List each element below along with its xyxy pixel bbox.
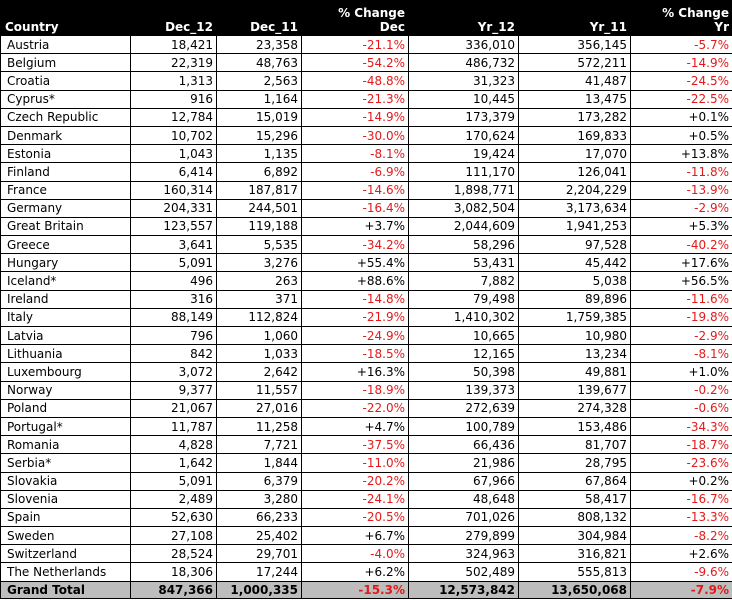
cell-dec12: 3,072: [131, 363, 217, 381]
cell-country: Finland: [1, 163, 131, 181]
cell-dec12: 1,313: [131, 72, 217, 90]
table-row: [1, 236, 732, 254]
table-row: [1, 254, 732, 272]
cell-pct-dec: -11.0%: [302, 454, 409, 472]
table-row: [1, 527, 732, 545]
cell-yr11: 45,442: [519, 254, 631, 272]
header-pct-change-dec-top: % Change: [338, 6, 405, 20]
cell-dec12: 5,091: [131, 472, 217, 490]
cell-yr11: 58,417: [519, 490, 631, 508]
cell-country: Italy: [1, 308, 131, 326]
cell-country: Cyprus*: [1, 90, 131, 108]
cell-yr11: 49,881: [519, 363, 631, 381]
cell-yr12: 2,044,609: [409, 217, 519, 235]
cell-pct-yr: -9.6%: [631, 563, 732, 581]
cell-yr12: 502,489: [409, 563, 519, 581]
cell-pct-yr: -40.2%: [631, 236, 732, 254]
cell-country: Portugal*: [1, 417, 131, 435]
cell-yr12: 324,963: [409, 545, 519, 563]
cell-yr12: 67,966: [409, 472, 519, 490]
total-dec12: 847,366: [131, 581, 217, 598]
cell-country: Croatia: [1, 72, 131, 90]
cell-pct-yr: -14.9%: [631, 54, 732, 72]
cell-dec11: 1,135: [217, 145, 302, 163]
cell-yr12: 50,398: [409, 363, 519, 381]
cell-pct-dec: -4.0%: [302, 545, 409, 563]
table-row: [1, 545, 732, 563]
cell-pct-yr: +17.6%: [631, 254, 732, 272]
cell-dec11: 17,244: [217, 563, 302, 581]
header-dec11: Dec_11: [217, 1, 302, 36]
cell-dec12: 27,108: [131, 527, 217, 545]
cell-dec11: 15,296: [217, 126, 302, 144]
cell-pct-dec: -30.0%: [302, 126, 409, 144]
cell-yr11: 173,282: [519, 108, 631, 126]
table-row: [1, 308, 732, 326]
cell-yr11: 169,833: [519, 126, 631, 144]
table-header: [1, 1, 732, 36]
cell-yr12: 336,010: [409, 36, 519, 54]
cell-dec12: 496: [131, 272, 217, 290]
total-country: Grand Total: [1, 581, 131, 598]
cell-dec11: 371: [217, 290, 302, 308]
cell-dec12: 204,331: [131, 199, 217, 217]
cell-dec11: 1,164: [217, 90, 302, 108]
header-country: Country: [1, 1, 131, 36]
cell-yr11: 153,486: [519, 417, 631, 435]
header-pct-change-yr: [631, 1, 732, 36]
cell-yr12: 139,373: [409, 381, 519, 399]
cell-pct-yr: -0.6%: [631, 399, 732, 417]
cell-pct-dec: +88.6%: [302, 272, 409, 290]
cell-dec12: 11,787: [131, 417, 217, 435]
cell-pct-dec: -20.5%: [302, 508, 409, 526]
table-row: [1, 217, 732, 235]
cell-country: Belgium: [1, 54, 131, 72]
cell-yr12: 53,431: [409, 254, 519, 272]
cell-yr11: 356,145: [519, 36, 631, 54]
table-row: [1, 72, 732, 90]
cell-country: Spain: [1, 508, 131, 526]
cell-dec11: 1,033: [217, 345, 302, 363]
cell-dec12: 18,421: [131, 36, 217, 54]
cell-pct-yr: -8.1%: [631, 345, 732, 363]
cell-dec12: 5,091: [131, 254, 217, 272]
cell-dec11: 6,892: [217, 163, 302, 181]
table-row: [1, 272, 732, 290]
cell-pct-dec: -8.1%: [302, 145, 409, 163]
header-pct-change-yr-bottom: Yr: [714, 20, 729, 34]
cell-pct-dec: +6.2%: [302, 563, 409, 581]
cell-pct-yr: -11.8%: [631, 163, 732, 181]
cell-country: Denmark: [1, 126, 131, 144]
cell-yr12: 66,436: [409, 436, 519, 454]
cell-yr12: 111,170: [409, 163, 519, 181]
cell-dec11: 2,563: [217, 72, 302, 90]
cell-dec11: 29,701: [217, 545, 302, 563]
cell-pct-yr: +2.6%: [631, 545, 732, 563]
cell-pct-dec: -14.9%: [302, 108, 409, 126]
cell-yr12: 486,732: [409, 54, 519, 72]
cell-pct-yr: +0.1%: [631, 108, 732, 126]
total-pct-yr: -7.9%: [631, 581, 732, 598]
cell-pct-yr: +0.2%: [631, 472, 732, 490]
cell-dec12: 1,642: [131, 454, 217, 472]
cell-dec12: 796: [131, 327, 217, 345]
cell-dec11: 3,276: [217, 254, 302, 272]
cell-country: Serbia*: [1, 454, 131, 472]
cell-dec12: 916: [131, 90, 217, 108]
cell-dec11: 112,824: [217, 308, 302, 326]
cell-pct-dec: -14.8%: [302, 290, 409, 308]
cell-yr11: 67,864: [519, 472, 631, 490]
cell-yr11: 81,707: [519, 436, 631, 454]
cell-yr12: 173,379: [409, 108, 519, 126]
cell-country: Greece: [1, 236, 131, 254]
cell-yr12: 3,082,504: [409, 199, 519, 217]
cell-yr11: 89,896: [519, 290, 631, 308]
header-pct-change-dec-bottom: Dec: [379, 20, 405, 34]
cell-dec11: 25,402: [217, 527, 302, 545]
cell-pct-yr: -13.9%: [631, 181, 732, 199]
cell-yr12: 701,026: [409, 508, 519, 526]
cell-pct-dec: -18.5%: [302, 345, 409, 363]
cell-dec12: 6,414: [131, 163, 217, 181]
cell-dec12: 18,306: [131, 563, 217, 581]
total-yr11: 13,650,068: [519, 581, 631, 598]
cell-yr12: 12,165: [409, 345, 519, 363]
cell-pct-dec: -21.9%: [302, 308, 409, 326]
cell-dec11: 7,721: [217, 436, 302, 454]
cell-dec11: 23,358: [217, 36, 302, 54]
cell-pct-yr: +0.5%: [631, 126, 732, 144]
cell-dec12: 12,784: [131, 108, 217, 126]
header-yr12: Yr_12: [409, 1, 519, 36]
cell-dec12: 2,489: [131, 490, 217, 508]
cell-pct-yr: +13.8%: [631, 145, 732, 163]
cell-pct-yr: +1.0%: [631, 363, 732, 381]
cell-pct-dec: -14.6%: [302, 181, 409, 199]
cell-pct-dec: -37.5%: [302, 436, 409, 454]
cell-pct-yr: -16.7%: [631, 490, 732, 508]
cell-country: Austria: [1, 36, 131, 54]
cell-pct-yr: -5.7%: [631, 36, 732, 54]
cell-country: Romania: [1, 436, 131, 454]
cell-dec11: 1,060: [217, 327, 302, 345]
cell-yr11: 28,795: [519, 454, 631, 472]
cell-country: Germany: [1, 199, 131, 217]
cell-country: Poland: [1, 399, 131, 417]
cell-dec12: 1,043: [131, 145, 217, 163]
cell-dec11: 11,557: [217, 381, 302, 399]
cell-pct-dec: -21.1%: [302, 36, 409, 54]
cell-country: The Netherlands: [1, 563, 131, 581]
table-row: [1, 417, 732, 435]
cell-country: Slovenia: [1, 490, 131, 508]
cell-yr11: 97,528: [519, 236, 631, 254]
cell-pct-dec: +3.7%: [302, 217, 409, 235]
cell-dec11: 11,258: [217, 417, 302, 435]
table-row: [1, 436, 732, 454]
cell-country: Sweden: [1, 527, 131, 545]
cell-pct-yr: -19.8%: [631, 308, 732, 326]
cell-pct-yr: -23.6%: [631, 454, 732, 472]
cell-pct-dec: -18.9%: [302, 381, 409, 399]
grand-total-row: [1, 581, 732, 598]
cell-yr11: 3,173,634: [519, 199, 631, 217]
cell-dec12: 10,702: [131, 126, 217, 144]
cell-yr12: 1,410,302: [409, 308, 519, 326]
cell-pct-dec: -6.9%: [302, 163, 409, 181]
table-body: [1, 36, 732, 599]
cell-dec11: 66,233: [217, 508, 302, 526]
table-row: [1, 327, 732, 345]
cell-dec11: 6,379: [217, 472, 302, 490]
cell-dec12: 3,641: [131, 236, 217, 254]
cell-pct-dec: -16.4%: [302, 199, 409, 217]
cell-dec12: 21,067: [131, 399, 217, 417]
cell-pct-yr: -2.9%: [631, 199, 732, 217]
cell-dec11: 15,019: [217, 108, 302, 126]
cell-yr12: 79,498: [409, 290, 519, 308]
cell-yr11: 1,941,253: [519, 217, 631, 235]
cell-pct-dec: -24.9%: [302, 327, 409, 345]
cell-pct-yr: -13.3%: [631, 508, 732, 526]
cell-pct-yr: -18.7%: [631, 436, 732, 454]
cell-country: Estonia: [1, 145, 131, 163]
table-row: [1, 108, 732, 126]
cell-yr12: 100,789: [409, 417, 519, 435]
cell-yr12: 7,882: [409, 272, 519, 290]
total-pct-dec: -15.3%: [302, 581, 409, 598]
cell-yr12: 272,639: [409, 399, 519, 417]
table-row: [1, 36, 732, 54]
cell-dec11: 1,844: [217, 454, 302, 472]
total-yr12: 12,573,842: [409, 581, 519, 598]
cell-country: Latvia: [1, 327, 131, 345]
cell-yr11: 13,475: [519, 90, 631, 108]
cell-pct-dec: -22.0%: [302, 399, 409, 417]
header-yr11: Yr_11: [519, 1, 631, 36]
table-row: [1, 472, 732, 490]
cell-yr11: 13,234: [519, 345, 631, 363]
cell-pct-yr: -22.5%: [631, 90, 732, 108]
table-row: [1, 54, 732, 72]
cell-yr11: 316,821: [519, 545, 631, 563]
cell-yr11: 1,759,385: [519, 308, 631, 326]
cell-dec11: 187,817: [217, 181, 302, 199]
cell-country: Slovakia: [1, 472, 131, 490]
cell-yr12: 48,648: [409, 490, 519, 508]
cell-dec12: 22,319: [131, 54, 217, 72]
cell-yr11: 126,041: [519, 163, 631, 181]
cell-dec11: 119,188: [217, 217, 302, 235]
cell-yr12: 279,899: [409, 527, 519, 545]
header-row: [1, 1, 732, 36]
cell-pct-dec: -54.2%: [302, 54, 409, 72]
table-row: [1, 399, 732, 417]
cell-dec12: 9,377: [131, 381, 217, 399]
table-row: [1, 199, 732, 217]
cell-pct-yr: +5.3%: [631, 217, 732, 235]
table-row: [1, 363, 732, 381]
cell-yr11: 10,980: [519, 327, 631, 345]
cell-dec11: 48,763: [217, 54, 302, 72]
table-row: [1, 145, 732, 163]
cell-yr12: 170,624: [409, 126, 519, 144]
cell-country: Great Britain: [1, 217, 131, 235]
cell-country: Lithuania: [1, 345, 131, 363]
table-row: [1, 290, 732, 308]
cell-country: Czech Republic: [1, 108, 131, 126]
cell-dec12: 52,630: [131, 508, 217, 526]
cell-pct-yr: +56.5%: [631, 272, 732, 290]
cell-dec11: 3,280: [217, 490, 302, 508]
cell-country: Switzerland: [1, 545, 131, 563]
cell-dec12: 123,557: [131, 217, 217, 235]
cell-pct-dec: +16.3%: [302, 363, 409, 381]
cell-pct-yr: -24.5%: [631, 72, 732, 90]
cell-dec11: 2,642: [217, 363, 302, 381]
cell-yr11: 139,677: [519, 381, 631, 399]
cell-yr11: 2,204,229: [519, 181, 631, 199]
cell-dec12: 88,149: [131, 308, 217, 326]
cell-yr12: 10,445: [409, 90, 519, 108]
cell-yr12: 31,323: [409, 72, 519, 90]
cell-country: Hungary: [1, 254, 131, 272]
cell-pct-dec: +6.7%: [302, 527, 409, 545]
cell-dec11: 244,501: [217, 199, 302, 217]
cell-dec12: 4,828: [131, 436, 217, 454]
cell-pct-dec: -34.2%: [302, 236, 409, 254]
cell-dec11: 27,016: [217, 399, 302, 417]
cell-yr11: 17,070: [519, 145, 631, 163]
cell-pct-dec: -48.8%: [302, 72, 409, 90]
cell-yr12: 1,898,771: [409, 181, 519, 199]
cell-pct-dec: +4.7%: [302, 417, 409, 435]
table-row: [1, 90, 732, 108]
cell-pct-dec: -24.1%: [302, 490, 409, 508]
cell-pct-yr: -8.2%: [631, 527, 732, 545]
cell-dec12: 842: [131, 345, 217, 363]
cell-pct-dec: -20.2%: [302, 472, 409, 490]
cell-yr11: 572,211: [519, 54, 631, 72]
table-row: [1, 126, 732, 144]
table-row: [1, 508, 732, 526]
cell-pct-yr: -0.2%: [631, 381, 732, 399]
cell-yr12: 58,296: [409, 236, 519, 254]
cell-yr11: 41,487: [519, 72, 631, 90]
cell-pct-yr: -2.9%: [631, 327, 732, 345]
table-row: [1, 345, 732, 363]
table-row: [1, 381, 732, 399]
total-dec11: 1,000,335: [217, 581, 302, 598]
header-pct-change-dec: [302, 1, 409, 36]
cell-dec12: 316: [131, 290, 217, 308]
cell-dec11: 5,535: [217, 236, 302, 254]
cell-yr11: 274,328: [519, 399, 631, 417]
cell-pct-dec: +55.4%: [302, 254, 409, 272]
table-row: [1, 181, 732, 199]
header-pct-change-yr-top: % Change: [662, 6, 729, 20]
table-row: [1, 563, 732, 581]
cell-pct-dec: -21.3%: [302, 90, 409, 108]
cell-yr12: 21,986: [409, 454, 519, 472]
cell-pct-yr: -34.3%: [631, 417, 732, 435]
cell-yr12: 19,424: [409, 145, 519, 163]
cell-yr11: 808,132: [519, 508, 631, 526]
cell-country: Iceland*: [1, 272, 131, 290]
table-row: [1, 490, 732, 508]
cell-yr11: 304,984: [519, 527, 631, 545]
cell-yr12: 10,665: [409, 327, 519, 345]
cell-country: Luxembourg: [1, 363, 131, 381]
cell-pct-yr: -11.6%: [631, 290, 732, 308]
cell-country: France: [1, 181, 131, 199]
header-dec12: Dec_12: [131, 1, 217, 36]
cell-yr11: 555,813: [519, 563, 631, 581]
cell-country: Norway: [1, 381, 131, 399]
cell-dec12: 160,314: [131, 181, 217, 199]
cell-dec12: 28,524: [131, 545, 217, 563]
table-row: [1, 163, 732, 181]
cell-dec11: 263: [217, 272, 302, 290]
cell-country: Ireland: [1, 290, 131, 308]
cell-yr11: 5,038: [519, 272, 631, 290]
table-row: [1, 454, 732, 472]
